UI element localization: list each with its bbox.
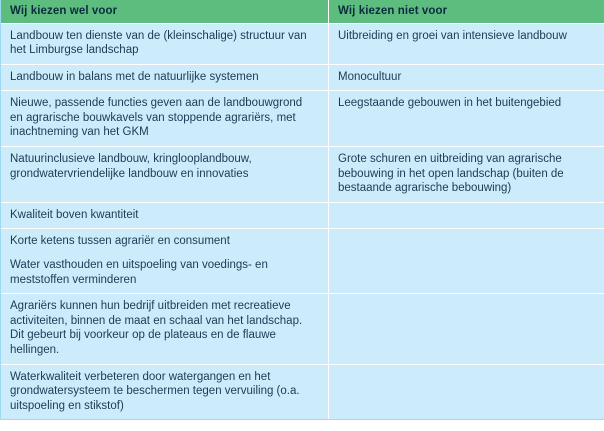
cell-paragraph: Water vasthouden en uitspoeling van voedings- en meststoffen verminderen xyxy=(10,259,268,286)
cell-paragraph: Landbouw in balans met de natuurlijke systemen xyxy=(10,70,259,83)
empty-cell xyxy=(338,299,594,309)
table-row xyxy=(1,91,604,147)
cell-wel-voor xyxy=(1,229,329,294)
cell-niet-voor xyxy=(329,23,604,64)
empty-cell xyxy=(338,370,594,380)
table-header xyxy=(1,0,604,23)
cell-paragraph: Agrariërs kunnen hun bedrijf uitbreiden met recreatieve activiteiten, binnen de maat en schaal van het landschap. Dit gebeurt bij voorkeur op de plateaus en de flauwe hellingen. xyxy=(10,300,303,356)
cell-wel-voor xyxy=(1,364,329,420)
cell-niet-voor xyxy=(329,147,604,203)
table-row xyxy=(1,23,604,64)
cell-wel-voor xyxy=(1,147,329,203)
table-row xyxy=(1,229,604,294)
cell-wel-voor xyxy=(1,23,329,64)
cell-niet-voor xyxy=(329,64,604,91)
table-row xyxy=(1,294,604,364)
cell-paragraph: Kwaliteit boven kwantiteit xyxy=(10,208,139,221)
cell-niet-voor xyxy=(329,294,604,364)
table-row xyxy=(1,202,604,229)
empty-cell xyxy=(338,234,594,244)
cell-wel-voor xyxy=(1,294,329,364)
cell-paragraph: Nieuwe, passende functies geven aan de landbouwgrond en agrarische bouwkavels van stoppende agrariërs, met inachtneming van het GKM xyxy=(10,97,303,139)
table-row xyxy=(1,64,604,91)
cell-wel-voor xyxy=(1,64,329,91)
cell-wel-voor xyxy=(1,91,329,147)
column-header-niet-voor: Wij kiezen niet voor xyxy=(329,0,604,23)
cell-wel-voor xyxy=(1,202,329,229)
empty-cell xyxy=(338,208,594,218)
cell-paragraph: Grote schuren en uitbreiding van agrarische bebouwing in het open landschap (buiten de bestaande agrarische bebouwing) xyxy=(338,153,564,195)
table-body xyxy=(1,23,604,420)
cell-paragraph: Landbouw ten dienste van de (kleinschalige) structuur van het Limburgse landschap xyxy=(10,29,307,57)
cell-paragraph: Uitbreiding en groei van intensieve landbouw xyxy=(338,29,567,42)
table-row xyxy=(1,147,604,203)
cell-paragraph: Korte ketens tussen agrariër en consument xyxy=(10,235,230,248)
cell-paragraph: Waterkwaliteit verbeteren door watergangen en het grondwatersysteem te beschermen tegen vervuiling (o.a. uitspoeling en stikstof) xyxy=(10,370,300,412)
table-header-row xyxy=(1,0,604,23)
cell-paragraph: Monocultuur xyxy=(338,70,402,83)
cell-niet-voor xyxy=(329,229,604,294)
cell-niet-voor xyxy=(329,91,604,147)
table-row xyxy=(1,364,604,420)
column-header-wel-voor: Wij kiezen wel voor xyxy=(1,0,329,23)
cell-paragraph: Natuurinclusieve landbouw, kringlooplandbouw, grondwatervriendelijke landbouw en innovaties xyxy=(10,153,252,180)
cell-paragraph: Leegstaande gebouwen in het buitengebied xyxy=(338,97,562,110)
cell-niet-voor xyxy=(329,202,604,229)
cell-niet-voor xyxy=(329,364,604,420)
